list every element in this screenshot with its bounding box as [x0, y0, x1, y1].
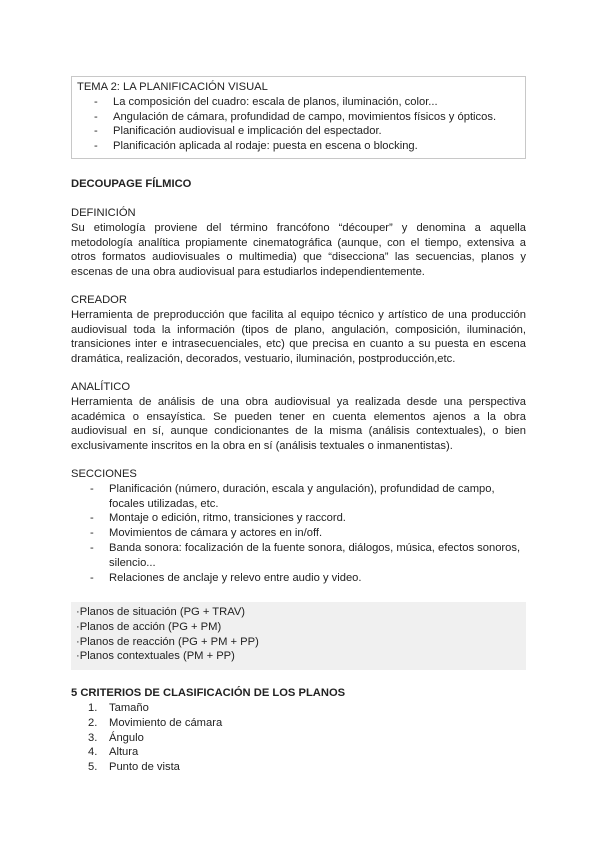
list-item: - Movimientos de cámara y actores en in/off. — [71, 526, 526, 541]
list-number: 1. — [88, 702, 98, 714]
list-item: - Planificación audiovisual e implicación del espectador. — [77, 124, 520, 139]
definicion-label: DEFINICIÓN — [71, 207, 136, 219]
list-item: - Relaciones de anclaje y relevo entre audio y video. — [71, 571, 526, 586]
creador-text: Herramienta de preproducción que facilita al equipo técnico y artístico de una producción audiovisual toda la información (tipos de plano, angulación, composición, iluminación, transiciones inter e intrasecuenciales, etc) que precisa en cuanto a su puesta en escena dramática, realización, decorados, vestuario, iluminación, postproducción,etc. — [71, 308, 526, 366]
creador-label: CREADOR — [71, 294, 127, 306]
planos-line: ·Planos de situación (PG + TRAV) — [76, 606, 246, 618]
list-item — [71, 716, 526, 731]
list-number: 2. — [88, 716, 98, 729]
definicion-text: Su etimología proviene del término francófono “découper” y denomina a aquella metodología analítica propiamente cinematográfica (aunque, con el tiempo, extensiva a otros formatos audiovisuales o multimedia) que “disecciona” las secuencias, planos y escenas de una obra audiovisual para estudiarlos independientemente. — [71, 221, 526, 279]
tema-box — [71, 76, 526, 159]
list-item: - Angulación de cámara, profundidad de campo, movimientos físicos y ópticos. — [77, 110, 520, 125]
list-text: Tamaño — [109, 702, 149, 714]
planos-box — [71, 602, 526, 670]
analitico-text: Herramienta de análisis de una obra audiovisual ya realizada desde una perspectiva académica o ensayística. Se pueden tener en cuenta elementos ajenos a la obra audiovisual en sí, aunque condicionantes de la misma (análisis contextuales), o bien exclusivamente inscritos en la obra en sí (análisis textuales o inmanentistas). — [71, 395, 526, 453]
criterios-section — [71, 701, 526, 775]
list-item: - Planificación (número, duración, escala y angulación), profundidad de campo, focales utilizadas, etc. — [71, 482, 526, 512]
list-text: Punto de vista — [109, 761, 180, 774]
analitico-section — [71, 380, 526, 454]
list-number: 5. — [88, 761, 98, 774]
decoupage-heading: DECOUPAGE FÍLMICO — [71, 178, 192, 190]
list-text: Altura — [109, 746, 139, 759]
definicion-section — [71, 206, 526, 280]
list-item — [71, 760, 526, 775]
list-item: - Montaje o edición, ritmo, transiciones y raccord. — [71, 511, 526, 526]
list-number: 3. — [88, 731, 98, 744]
list-number: 4. — [88, 746, 98, 759]
list-item: - Banda sonora: focalización de la fuente sonora, diálogos, música, efectos sonoros, silencio... — [71, 541, 526, 571]
secciones-section — [71, 467, 526, 585]
analitico-label: ANALÍTICO — [71, 381, 131, 393]
tema-list — [77, 95, 520, 154]
secciones-label: SECCIONES — [71, 468, 137, 480]
planos-line: ·Planos contextuales (PM + PP) — [76, 650, 235, 663]
criterios-heading: 5 CRITERIOS DE CLASIFICACIÓN DE LOS PLANOS — [71, 687, 346, 699]
planos-line: ·Planos de reacción (PG + PM + PP) — [76, 635, 259, 648]
planos-line: ·Planos de acción (PG + PM) — [76, 620, 222, 633]
list-item — [71, 701, 526, 716]
secciones-list — [71, 482, 526, 586]
list-text: Movimiento de cámara — [109, 716, 223, 729]
list-item: - Planificación aplicada al rodaje: puesta en escena o blocking. — [77, 139, 520, 154]
list-item — [71, 731, 526, 746]
list-text: Ángulo — [109, 731, 144, 744]
list-item: - La composición del cuadro: escala de planos, iluminación, color... — [77, 95, 520, 110]
tema-title: TEMA 2: LA PLANIFICACIÓN VISUAL — [77, 81, 268, 93]
list-item — [71, 745, 526, 760]
criterios-list — [71, 701, 526, 775]
creador-section — [71, 293, 526, 367]
